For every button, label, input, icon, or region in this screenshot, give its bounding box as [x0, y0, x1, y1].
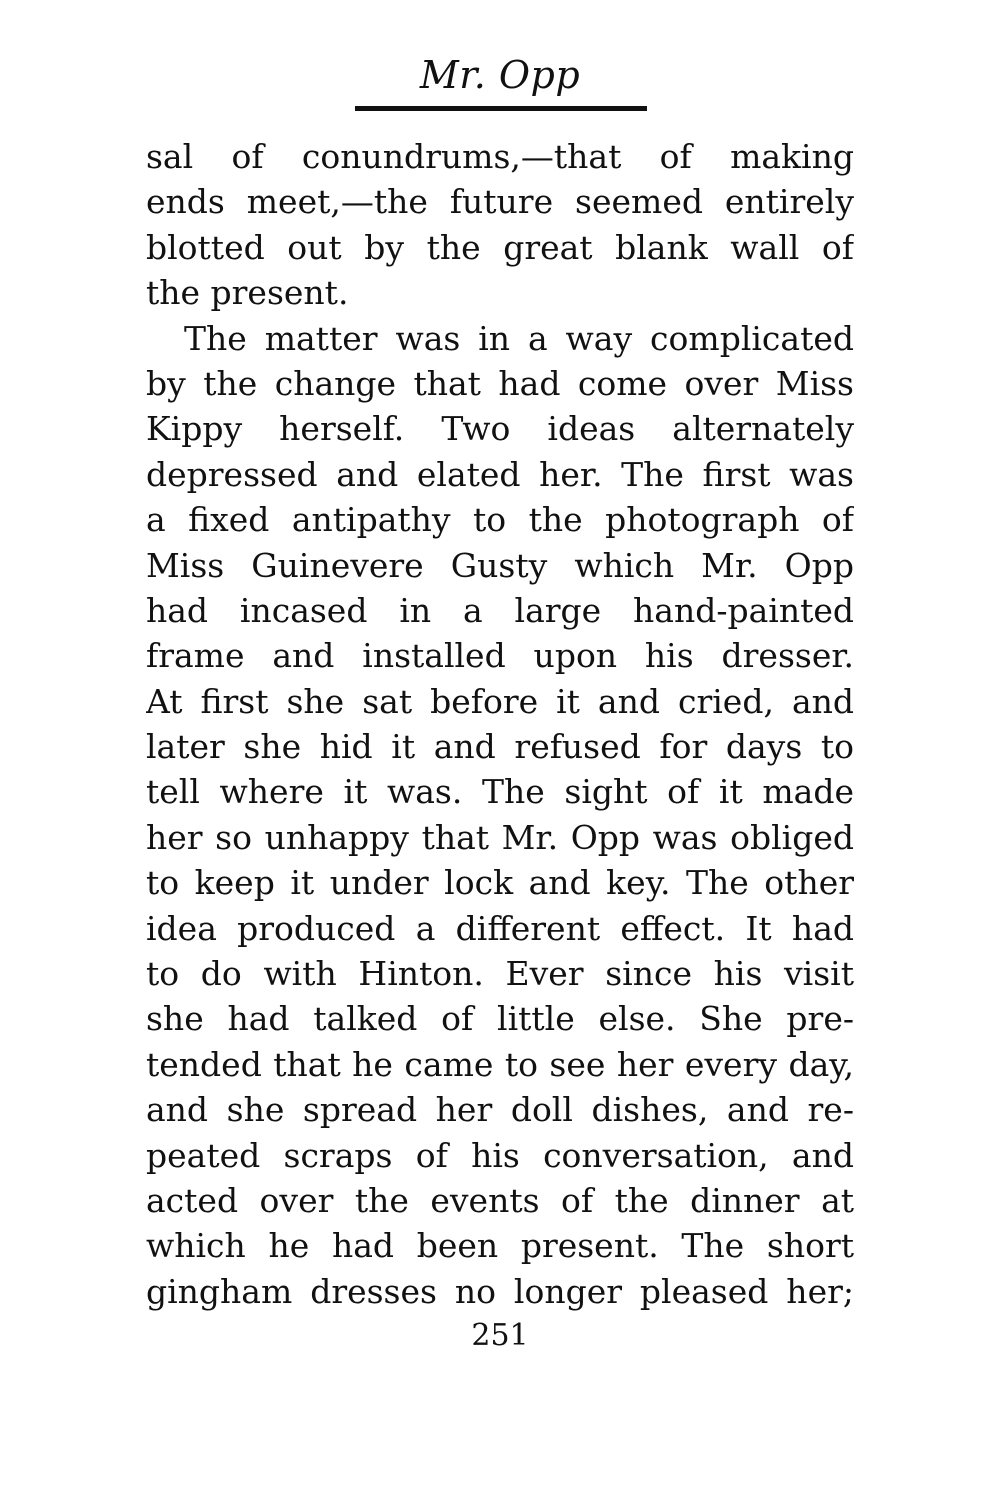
text-line: gingham dresses no longer pleased her;: [146, 1271, 854, 1311]
text-line: her so unhappy that Mr. Opp was obliged: [146, 817, 854, 857]
text-line: depressed and elated her. The first was: [146, 454, 854, 494]
text-line: she had talked of little else. She pre-: [146, 999, 854, 1039]
text-line: and she spread her doll dishes, and re-: [146, 1090, 854, 1130]
running-head: Mr. Opp: [419, 53, 581, 97]
text-line: ends meet,—the future seemed entirely: [146, 182, 854, 222]
text-line: blotted out by the great blank wall of: [146, 227, 854, 267]
text-line: sal of conundrums,—that of making: [146, 137, 854, 176]
text-line: by the change that had come over Miss: [146, 363, 854, 403]
text-line: frame and installed upon his dresser.: [146, 636, 854, 676]
text-line: to keep it under lock and key. The other: [146, 863, 854, 903]
text-line: tell where it was. The sight of it made: [146, 772, 854, 812]
running-head-rule: [355, 106, 647, 111]
text-line: At first she sat before it and cried, and: [146, 681, 854, 721]
text-line: had incased in a large hand-painted: [146, 590, 854, 630]
text-line: a fixed antipathy to the photograph of: [146, 500, 854, 540]
text-line: to do with Hinton. Ever since his visit: [146, 954, 854, 994]
text-line: The matter was in a way complicated: [184, 318, 854, 358]
text-line: acted over the events of the dinner at: [146, 1180, 854, 1220]
page-number: 251: [471, 1318, 529, 1353]
text-line: idea produced a different effect. It had: [146, 908, 854, 948]
text-line: Miss Guinevere Gusty which Mr. Opp: [146, 545, 854, 585]
body-text: [146, 134, 854, 1314]
text-line: peated scraps of his conversation, and: [146, 1135, 854, 1175]
text-line: later she hid it and refused for days to: [146, 727, 854, 767]
text-line: Kippy herself. Two ideas alternately: [146, 409, 854, 449]
text-line: which he had been present. The short: [146, 1226, 854, 1266]
text-line: the present.: [146, 273, 349, 313]
text-line: tended that he came to see her every day,: [146, 1044, 854, 1084]
